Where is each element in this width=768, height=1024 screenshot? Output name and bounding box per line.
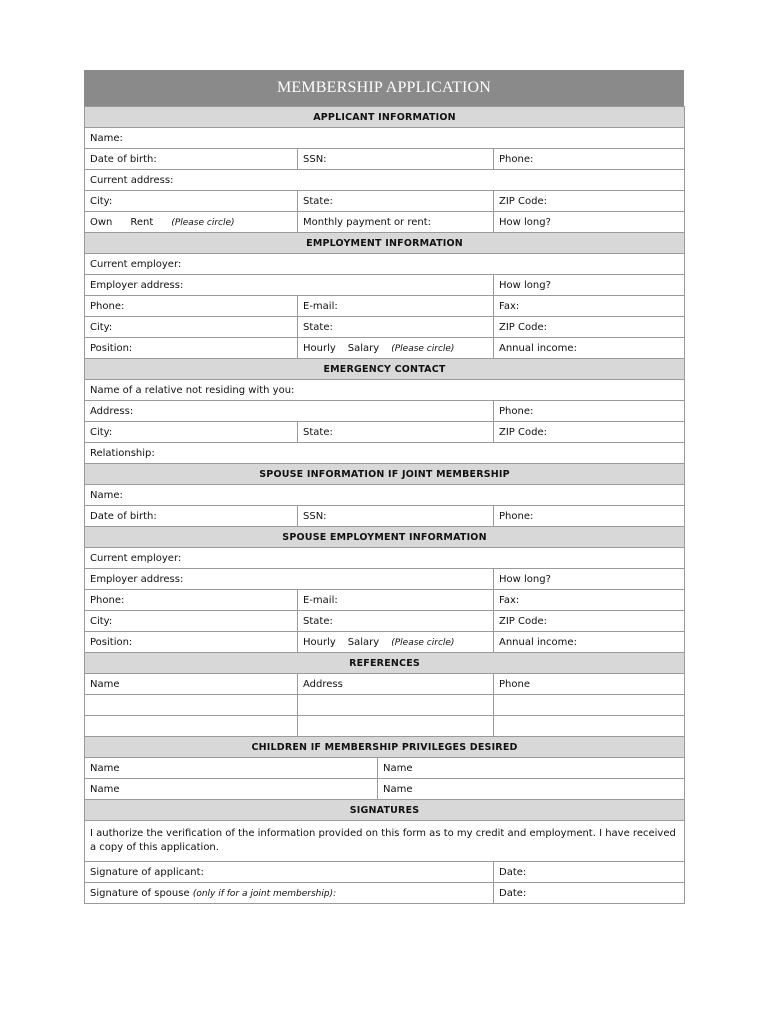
applicant-name-field[interactable]: Name: <box>85 128 685 149</box>
section-applicant-heading: APPLICANT INFORMATION <box>85 107 685 128</box>
please-circle-note: (Please circle) <box>391 637 455 648</box>
reference-1-address-cell[interactable] <box>298 695 494 716</box>
child-4-name-field[interactable]: Name <box>378 779 685 800</box>
employment-city-field[interactable]: City: <box>85 317 298 338</box>
applicant-dob-field[interactable]: Date of birth: <box>85 149 298 170</box>
emergency-phone-field[interactable]: Phone: <box>494 401 685 422</box>
references-col-address: Address <box>298 674 494 695</box>
section-references-heading: REFERENCES <box>85 653 685 674</box>
emergency-city-field[interactable]: City: <box>85 422 298 443</box>
reference-2-address-cell[interactable] <box>298 716 494 737</box>
applicant-zip-field[interactable]: ZIP Code: <box>494 191 685 212</box>
please-circle-note: (Please circle) <box>171 217 235 228</box>
child-1-name-field[interactable]: Name <box>85 758 378 779</box>
spouse-employment-email-field[interactable]: E-mail: <box>298 590 494 611</box>
spouse-employer-field[interactable]: Current employer: <box>85 548 685 569</box>
relative-name-field[interactable]: Name of a relative not residing with you: <box>85 380 685 401</box>
please-circle-note: (Please circle) <box>391 343 455 354</box>
child-2-name-field[interactable]: Name <box>378 758 685 779</box>
form-table <box>84 106 685 904</box>
hourly-option[interactable]: Hourly <box>303 342 336 354</box>
references-col-name: Name <box>85 674 298 695</box>
membership-form <box>84 70 684 904</box>
form-title: MEMBERSHIP APPLICATION <box>84 70 684 106</box>
spouse-hourly-salary-choice[interactable] <box>298 632 494 653</box>
applicant-phone-field[interactable]: Phone: <box>494 149 685 170</box>
applicant-city-field[interactable]: City: <box>85 191 298 212</box>
spouse-signature-field[interactable] <box>85 883 494 904</box>
spouse-signature-label: Signature of spouse <box>90 887 190 899</box>
spouse-employment-phone-field[interactable]: Phone: <box>85 590 298 611</box>
employment-how-long-field[interactable]: How long? <box>494 275 685 296</box>
section-spouse-heading: SPOUSE INFORMATION IF JOINT MEMBERSHIP <box>85 464 685 485</box>
emergency-address-field[interactable]: Address: <box>85 401 494 422</box>
spouse-employer-address-field[interactable]: Employer address: <box>85 569 494 590</box>
own-option[interactable]: Own <box>90 216 113 228</box>
spouse-employment-city-field[interactable]: City: <box>85 611 298 632</box>
reference-1-phone-cell[interactable] <box>494 695 685 716</box>
references-col-phone: Phone <box>494 674 685 695</box>
hourly-option[interactable]: Hourly <box>303 636 336 648</box>
salary-option[interactable]: Salary <box>347 342 380 354</box>
section-spouse-employment-heading: SPOUSE EMPLOYMENT INFORMATION <box>85 527 685 548</box>
reference-1-name-cell[interactable] <box>85 695 298 716</box>
hourly-salary-choice[interactable] <box>298 338 494 359</box>
applicant-date-field[interactable]: Date: <box>494 862 685 883</box>
reference-2-name-cell[interactable] <box>85 716 298 737</box>
spouse-phone-field[interactable]: Phone: <box>494 506 685 527</box>
applicant-ssn-field[interactable]: SSN: <box>298 149 494 170</box>
monthly-payment-field[interactable]: Monthly payment or rent: <box>298 212 494 233</box>
employer-address-field[interactable]: Employer address: <box>85 275 494 296</box>
spouse-date-field[interactable]: Date: <box>494 883 685 904</box>
employment-zip-field[interactable]: ZIP Code: <box>494 317 685 338</box>
rent-option[interactable]: Rent <box>130 216 154 228</box>
spouse-ssn-field[interactable]: SSN: <box>298 506 494 527</box>
reference-2-phone-cell[interactable] <box>494 716 685 737</box>
salary-option[interactable]: Salary <box>347 636 380 648</box>
section-employment-heading: EMPLOYMENT INFORMATION <box>85 233 685 254</box>
emergency-zip-field[interactable]: ZIP Code: <box>494 422 685 443</box>
applicant-state-field[interactable]: State: <box>298 191 494 212</box>
joint-membership-note: (only if for a joint membership): <box>192 888 337 899</box>
spouse-name-field[interactable]: Name: <box>85 485 685 506</box>
applicant-how-long-field[interactable]: How long? <box>494 212 685 233</box>
employment-email-field[interactable]: E-mail: <box>298 296 494 317</box>
current-employer-field[interactable]: Current employer: <box>85 254 685 275</box>
relationship-field[interactable]: Relationship: <box>85 443 685 464</box>
section-signatures-heading: SIGNATURES <box>85 800 685 821</box>
authorization-statement: I authorize the verification of the information provided on this form as to my credit and employment. I have received a copy of this application. <box>85 821 685 862</box>
employment-fax-field[interactable]: Fax: <box>494 296 685 317</box>
spouse-how-long-field[interactable]: How long? <box>494 569 685 590</box>
employment-phone-field[interactable]: Phone: <box>85 296 298 317</box>
own-rent-choice[interactable] <box>85 212 298 233</box>
spouse-position-field[interactable]: Position: <box>85 632 298 653</box>
spouse-employment-zip-field[interactable]: ZIP Code: <box>494 611 685 632</box>
spouse-annual-income-field[interactable]: Annual income: <box>494 632 685 653</box>
section-children-heading: CHILDREN IF MEMBERSHIP PRIVILEGES DESIRED <box>85 737 685 758</box>
spouse-dob-field[interactable]: Date of birth: <box>85 506 298 527</box>
spouse-employment-fax-field[interactable]: Fax: <box>494 590 685 611</box>
employment-state-field[interactable]: State: <box>298 317 494 338</box>
section-emergency-heading: EMERGENCY CONTACT <box>85 359 685 380</box>
emergency-state-field[interactable]: State: <box>298 422 494 443</box>
applicant-signature-field[interactable]: Signature of applicant: <box>85 862 494 883</box>
applicant-address-field[interactable]: Current address: <box>85 170 685 191</box>
child-3-name-field[interactable]: Name <box>85 779 378 800</box>
spouse-employment-state-field[interactable]: State: <box>298 611 494 632</box>
position-field[interactable]: Position: <box>85 338 298 359</box>
annual-income-field[interactable]: Annual income: <box>494 338 685 359</box>
